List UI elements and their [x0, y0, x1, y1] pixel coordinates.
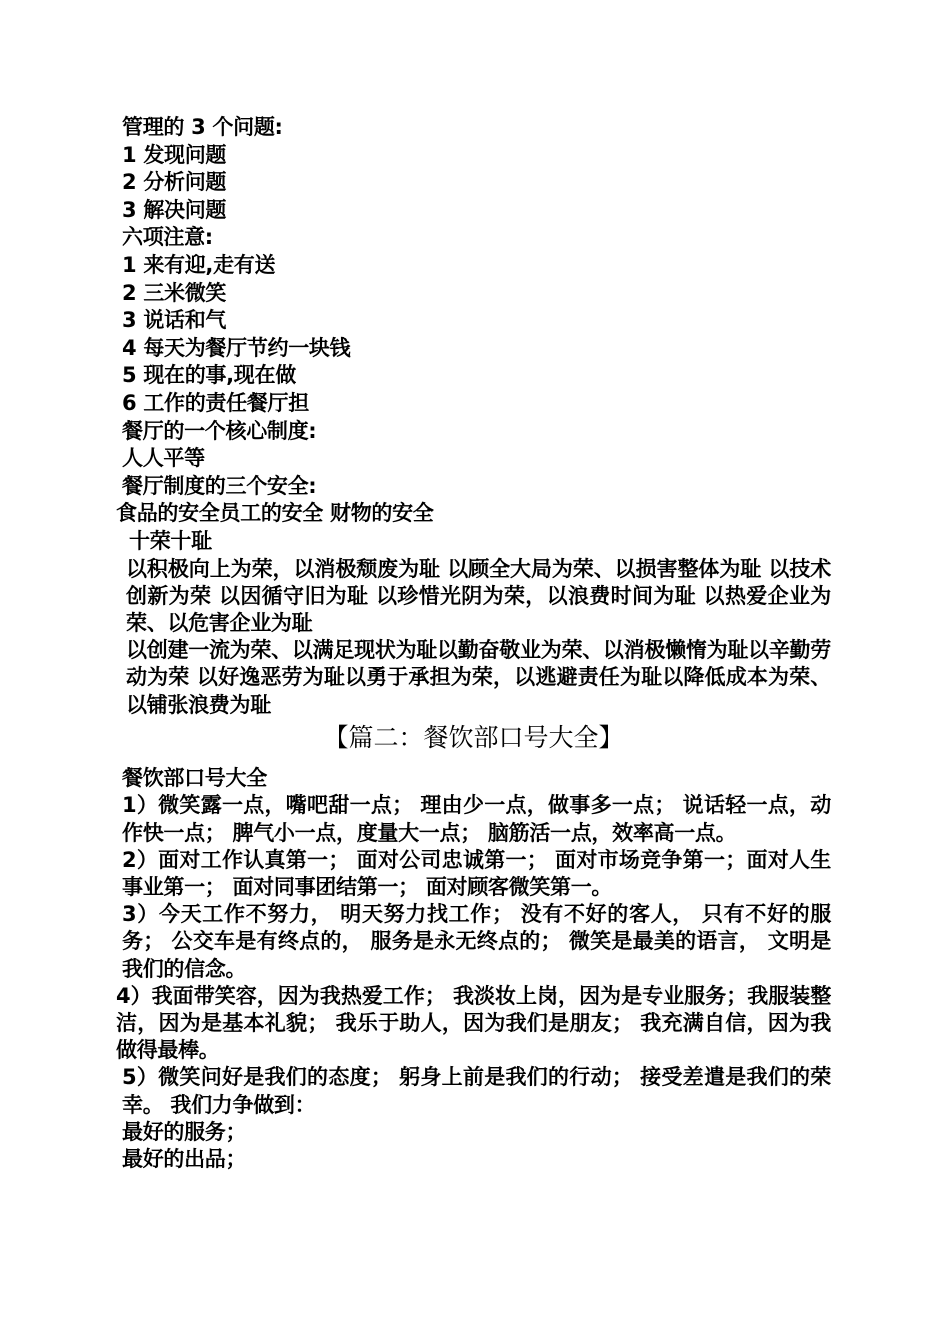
text-line: 十荣十耻 — [129, 528, 212, 553]
text-line: 食品的安全员工的安全 财物的安全 — [116, 501, 434, 526]
slogan-item: 1）微笑露一点，嘴吧甜一点； 理由少一点，做事多一点； 说话轻一点，动作快一点； 脾气小一点，度量大一点； 脑筋活一点，效率高一点。 — [122, 793, 831, 845]
paragraph-ten-honors-2: 以创建一流为荣、以满足现状为耻以勤奋敬业为荣、以消极懒惰为耻以辛勤劳动为荣 以好逸恶劳为耻以勇于承担为荣，以逃避责任为耻以降低成本为荣、以铺张浪费为耻 — [126, 638, 831, 717]
text-line: 6 工作的责任餐厅担 — [122, 390, 309, 415]
text-line: 1 来有迎,走有送 — [122, 252, 276, 277]
slogan-item: 5）微笑问好是我们的态度； 躬身上前是我们的行动； 接受差遣是我们的荣幸。 我们力争做到： — [122, 1065, 831, 1117]
text-line: 管理的 3 个问题: — [122, 115, 283, 139]
text-line: 最好的服务； — [122, 1119, 247, 1144]
text-line: 1 发现问题 — [122, 142, 227, 167]
text-line: 最好的出品； — [122, 1147, 247, 1172]
slogan-item: 4）我面带笑容，因为我热爱工作； 我淡妆上岗，因为是专业服务；我服装整洁，因为是基本礼貌； 我乐于助人，因为我们是朋友； 我充满自信，因为我做得最棒。 — [116, 983, 831, 1063]
slogan-item: 2）面对工作认真第一； 面对公司忠诚第一； 面对市场竞争第一；面对人生事业第一； 面对同事团结第一； 面对顾客微笑第一。 — [122, 847, 831, 899]
text-line: 人人平等 — [122, 446, 205, 471]
text-line: 4 每天为餐厅节约一块钱 — [122, 335, 351, 360]
text-line: 2 分析问题 — [122, 170, 227, 195]
text-line: 5 现在的事,现在做 — [122, 363, 296, 388]
text-line: 餐厅的一个核心制度: — [122, 418, 317, 443]
paragraph-ten-honors-1: 以积极向上为荣，以消极颓废为耻 以顾全大局为荣、以损害整体为耻 以技术创新为荣 以因循守旧为耻 以珍惜光阴为荣，以浪费时间为耻 以热爱企业为荣、以危害企业为耻 — [126, 556, 831, 635]
text-line: 六项注意: — [122, 225, 213, 250]
slogan-item: 3）今天工作不努力， 明天努力找工作； 没有不好的客人， 只有不好的服务； 公交车是有终点的， 服务是永无终点的； 微笑是最美的语言， 文明是我们的信念。 — [122, 902, 831, 981]
text-line: 2 三米微笑 — [122, 280, 227, 305]
text-line: 3 说话和气 — [122, 308, 227, 333]
document-page — [116, 114, 831, 1174]
text-line: 餐厅制度的三个安全: — [122, 473, 317, 498]
section-heading: 【篇二：餐饮部口号大全】 — [323, 722, 624, 752]
text-line: 3 解决问题 — [122, 197, 227, 222]
section-title: 餐饮部口号大全 — [122, 765, 267, 790]
